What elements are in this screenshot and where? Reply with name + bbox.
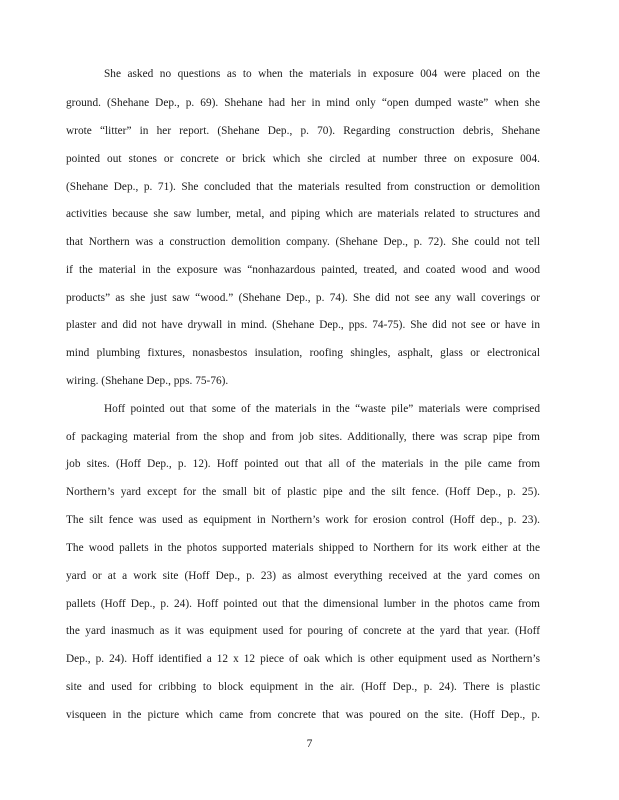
paragraph-1-line-4: pointed out stones or concrete or brick which she circled at number three on exposure 004. [66, 153, 540, 165]
paragraph-2-line-12: visqueen in the picture which came from concrete that was poured on the site. (Hoff Dep., p. [66, 709, 540, 721]
paragraph-1-line-11: mind plumbing fixtures, nonasbestos insulation, roofing shingles, asphalt, glass or electronical [66, 347, 540, 359]
paragraph-2-line-8: pallets (Hoff Dep., p. 24). Hoff pointed out that the dimensional lumber in the photos came from [66, 598, 540, 610]
paragraph-1-line-8: if the material in the exposure was “nonhazardous painted, treated, and coated wood and wood [66, 264, 540, 276]
paragraph-1-line-5: (Shehane Dep., p. 71). She concluded that the materials resulted from construction or demolition [66, 181, 540, 193]
paragraph-2-line-1: Hoff pointed out that some of the materials in the “waste pile” materials were comprised [104, 403, 540, 415]
paragraph-2-line-7: yard or at a work site (Hoff Dep., p. 23) as almost everything received at the yard comes on [66, 570, 540, 582]
paragraph-2-line-11: site and used for cribbing to block equipment in the air. (Hoff Dep., p. 24). There is plastic [66, 681, 540, 693]
paragraph-2-line-2: of packaging material from the shop and from job sites. Additionally, there was scrap pipe from [66, 431, 540, 443]
paragraph-2-line-4: Northern’s yard except for the small bit of plastic pipe and the silt fence. (Hoff Dep., p. 25). [66, 486, 540, 498]
paragraph-2-line-3: job sites. (Hoff Dep., p. 12). Hoff pointed out that all of the materials in the pile came from [66, 458, 540, 470]
paragraph-1-line-3: wrote “litter” in her report. (Shehane Dep., p. 70). Regarding construction debris, Shehane [66, 125, 540, 137]
paragraph-2-line-9: the yard inasmuch as it was equipment used for pouring of concrete at the yard that year. (Hoff [66, 625, 540, 637]
page-number: 7 [306, 738, 313, 750]
paragraph-1-line-2: ground. (Shehane Dep., p. 69). Shehane had her in mind only “open dumped waste” when she [66, 97, 540, 109]
paragraph-1-line-1: She asked no questions as to when the materials in exposure 004 were placed on the [104, 68, 540, 80]
paragraph-2-line-10: Dep., p. 24). Hoff identified a 12 x 12 piece of oak which is other equipment used as Northern’s [66, 653, 540, 665]
paragraph-1-line-12: wiring. (Shehane Dep., pps. 75-76). [66, 375, 229, 387]
paragraph-2-line-6: The wood pallets in the photos supported materials shipped to Northern for its work either at the [66, 542, 540, 554]
paragraph-1-line-10: plaster and did not have drywall in mind. (Shehane Dep., pps. 74-75). She did not see or have in [66, 319, 540, 331]
paragraph-1-line-7: that Northern was a construction demolition company. (Shehane Dep., p. 72). She could not tell [66, 236, 540, 248]
paragraph-1-line-6: activities because she saw lumber, metal, and piping which are materials related to structures and [66, 208, 540, 220]
paragraph-2-line-5: The silt fence was used as equipment in Northern’s work for erosion control (Hoff dep., p. 23). [66, 514, 540, 526]
paragraph-1-line-9: products” as she just saw “wood.” (Shehane Dep., p. 74). She did not see any wall coverings or [66, 292, 540, 304]
